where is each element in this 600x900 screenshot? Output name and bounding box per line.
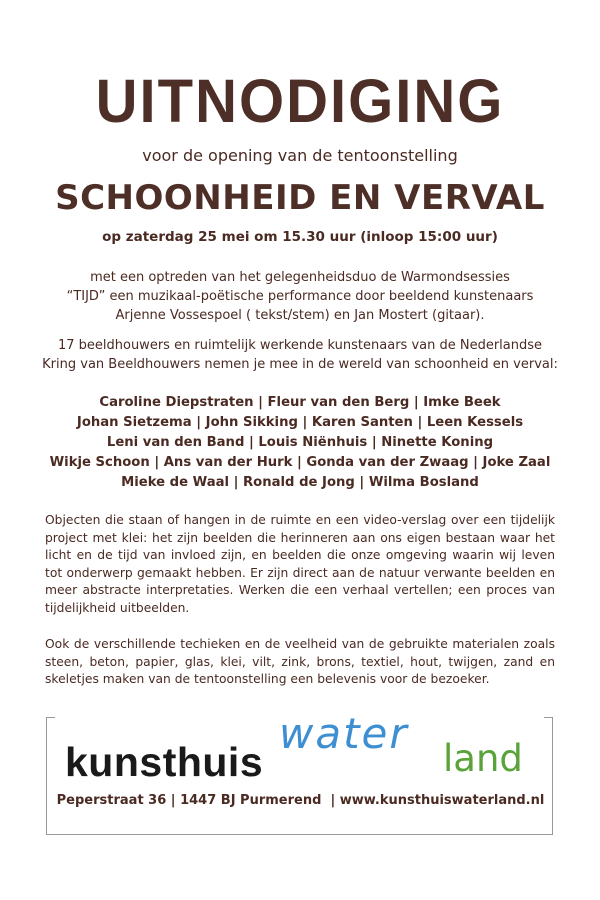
exhibition-title: SCHOONHEID EN VERVAL [55, 178, 545, 218]
artist-line: Leni van den Band | Louis Niënhuis | Ninette Koning [106, 435, 494, 450]
performance-line: “TIJD” een muzikaal-poëtische performance door beeldend kunstenaars [66, 289, 534, 304]
performance-text [0, 268, 600, 325]
venue-logo-box [46, 709, 553, 835]
venue-address: Peperstraat 36 | 1447 BJ Purmerend | www.kunsthuiswaterland.nl [56, 793, 545, 808]
artist-line: Caroline Diepstraten | Fleur van den Berg | Imke Beek [99, 395, 501, 410]
materials-paragraph: Ook de verschillende techieken en de veelheid van de gebruikte materialen zoals steen, beton, papier, glas, klei, vilt, zink, brons, textiel, hout, twijgen, zand en skeletjes maken van de tentoonstelling een belevenis voor de bezoeker. [45, 637, 555, 686]
intro-line: Kring van Beeldhouwers nemen je mee in de wereld van schoonheid en verval: [42, 357, 558, 372]
description-paragraph: Objecten die staan of hangen in de ruimte en een video-verslag over een tijdelijk project met klei: het zijn beelden die herinneren aan ons eigen bestaan waar het licht en de tijd van invloed zijn, en beelden die onze omgeving waarin wij leven tot onderwerp gemaakt hebben. Er zijn direct aan de natuur verwante beelden en meer abstracte interpretaties. Werken die een verhaal vertellen; een proces van tijdelijkheid uitbeelden. [45, 513, 555, 615]
artist-line: Mieke de Waal | Ronald de Jong | Wilma Bosland [121, 475, 479, 490]
invitation-title: UITNODIGING [95, 67, 505, 136]
artist-line: Johan Sietzema | John Sikking | Karen Santen | Leen Kessels [76, 415, 524, 430]
performance-line: met een optreden van het gelegenheidsduo de Warmondsessies [90, 270, 510, 285]
intro-text [0, 336, 600, 374]
logo-land: land [443, 737, 523, 780]
artist-line: Wikje Schoon | Ans van der Hurk | Gonda van der Zwaag | Joke Zaal [49, 455, 551, 470]
logo-kunsthuis: kunsthuis [65, 739, 264, 785]
logo-water: water [279, 709, 409, 758]
date-line: op zaterdag 25 mei om 15.30 uur (inloop 15:00 uur) [102, 229, 498, 245]
artist-list [0, 393, 600, 493]
performance-line: Arjenne Vossespoel ( tekst/stem) en Jan Mostert (gitaar). [115, 308, 485, 323]
box-corner-right [544, 717, 552, 718]
intro-line: 17 beeldhouwers en ruimtelijk werkende kunstenaars van de Nederlandse [57, 338, 543, 353]
invitation-subtitle: voor de opening van de tentoonstelling [142, 146, 458, 165]
box-corner-left [47, 717, 55, 718]
